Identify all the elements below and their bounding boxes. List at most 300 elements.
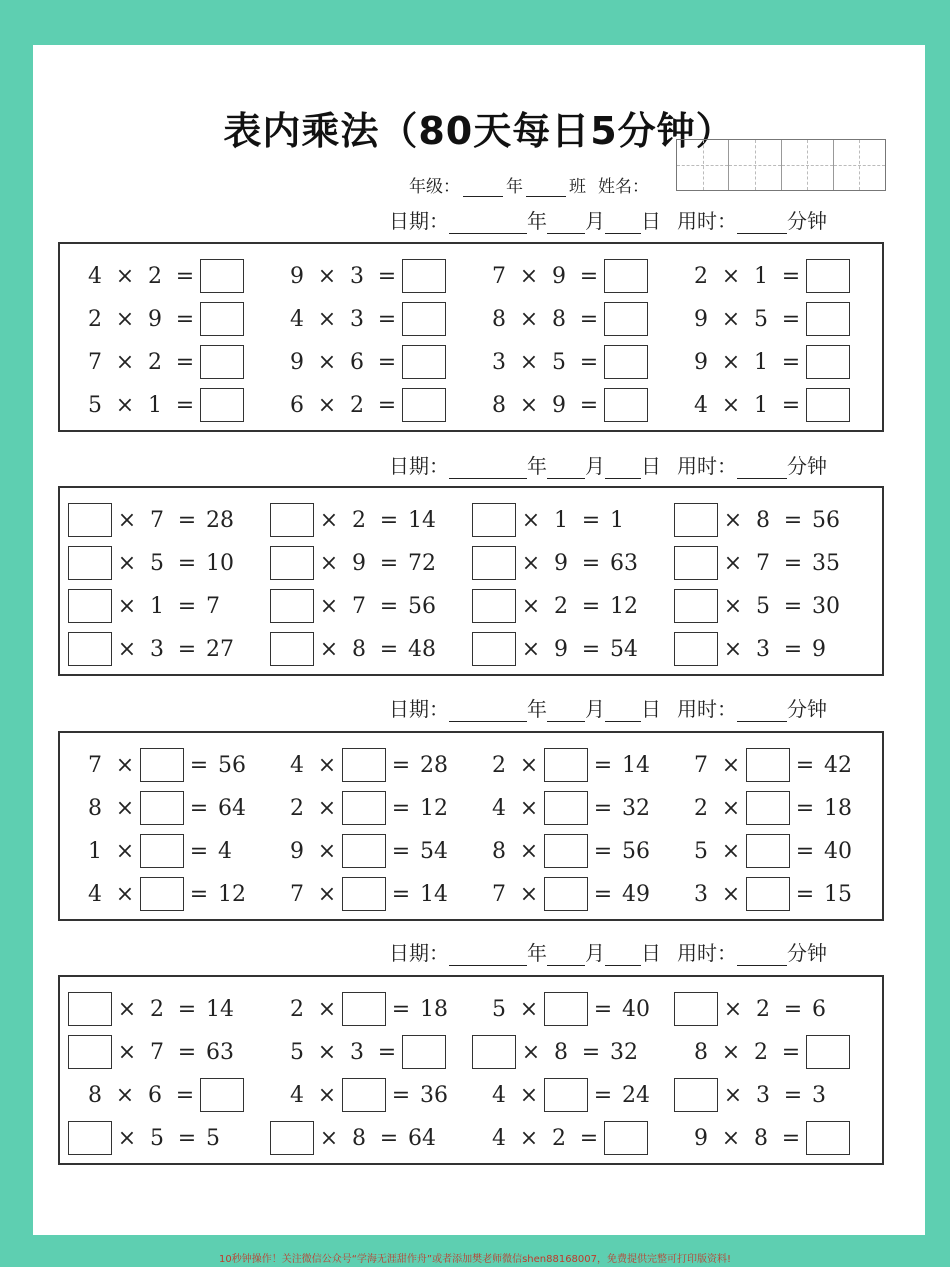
product: 15 <box>824 881 852 907</box>
factor: 8 <box>492 306 506 332</box>
answer-box[interactable] <box>342 992 386 1026</box>
product: 18 <box>420 996 448 1022</box>
name-writing-grid[interactable] <box>676 139 886 191</box>
product: 7 <box>206 593 220 619</box>
answer-box[interactable] <box>402 388 446 422</box>
product: 14 <box>622 752 650 778</box>
factor: 8 <box>554 1039 568 1065</box>
answer-box[interactable] <box>200 345 244 379</box>
factor: 7 <box>88 349 102 375</box>
day-blank[interactable] <box>605 701 641 722</box>
equals-sign: = <box>175 1082 195 1108</box>
times-sign: × <box>723 593 743 619</box>
product: 54 <box>420 838 448 864</box>
product: 24 <box>622 1082 650 1108</box>
equals-sign: = <box>175 349 195 375</box>
product: 14 <box>408 507 436 533</box>
multiplication-problem <box>68 631 234 667</box>
equals-sign: = <box>781 1039 801 1065</box>
times-sign: × <box>115 752 135 778</box>
answer-box[interactable] <box>270 1121 314 1155</box>
product: 36 <box>420 1082 448 1108</box>
multiplication-problem <box>472 1034 638 1070</box>
answer-box[interactable] <box>674 992 718 1026</box>
answer-box[interactable] <box>270 503 314 537</box>
factor: 9 <box>148 306 162 332</box>
multiplication-problem <box>80 790 246 826</box>
factor: 8 <box>88 1082 102 1108</box>
multiplication-problem <box>484 1077 650 1113</box>
answer-box[interactable] <box>68 632 112 666</box>
answer-box[interactable] <box>270 632 314 666</box>
multiplication-problem <box>282 344 446 380</box>
answer-box[interactable] <box>140 791 184 825</box>
times-sign: × <box>721 838 741 864</box>
multiplication-problem <box>686 301 850 337</box>
answer-box[interactable] <box>68 546 112 580</box>
factor: 9 <box>694 349 708 375</box>
time-blank[interactable] <box>737 213 787 234</box>
equals-sign: = <box>579 263 599 289</box>
times-sign: × <box>115 881 135 907</box>
class-blank[interactable] <box>526 178 566 197</box>
answer-box[interactable] <box>200 302 244 336</box>
times-sign: × <box>115 392 135 418</box>
answer-box[interactable] <box>342 748 386 782</box>
multiplication-problem <box>674 588 840 624</box>
factor: 4 <box>88 881 102 907</box>
equals-sign: = <box>781 349 801 375</box>
factor: 6 <box>290 392 304 418</box>
multiplication-problem <box>80 258 244 294</box>
multiplication-problem <box>270 1120 436 1156</box>
multiplication-problem <box>686 790 852 826</box>
times-sign: × <box>319 507 339 533</box>
product: 14 <box>206 996 234 1022</box>
factor: 7 <box>290 881 304 907</box>
equals-sign: = <box>189 752 209 778</box>
day-unit: 日 <box>641 941 661 965</box>
answer-box[interactable] <box>604 388 648 422</box>
equals-sign: = <box>781 392 801 418</box>
day-blank[interactable] <box>605 945 641 966</box>
equals-sign: = <box>391 838 411 864</box>
date-row <box>389 932 889 966</box>
product: 4 <box>218 838 232 864</box>
problem-block <box>58 242 884 432</box>
answer-box[interactable] <box>68 1035 112 1069</box>
factor: 5 <box>754 306 768 332</box>
month-blank[interactable] <box>547 458 585 479</box>
times-sign: × <box>721 306 741 332</box>
product: 54 <box>610 636 638 662</box>
month-blank[interactable] <box>547 701 585 722</box>
factor: 4 <box>290 306 304 332</box>
factor: 8 <box>694 1039 708 1065</box>
multiplication-problem <box>80 833 232 869</box>
times-sign: × <box>519 263 539 289</box>
answer-box[interactable] <box>402 302 446 336</box>
answer-box[interactable] <box>806 1035 850 1069</box>
multiplication-problem <box>68 545 234 581</box>
answer-box[interactable] <box>270 546 314 580</box>
answer-box[interactable] <box>746 791 790 825</box>
times-sign: × <box>723 636 743 662</box>
product: 6 <box>812 996 826 1022</box>
times-sign: × <box>721 392 741 418</box>
equals-sign: = <box>177 1039 197 1065</box>
answer-box[interactable] <box>342 834 386 868</box>
minute-unit: 分钟 <box>787 941 827 965</box>
equals-sign: = <box>175 306 195 332</box>
times-sign: × <box>723 1082 743 1108</box>
time-blank[interactable] <box>737 945 787 966</box>
equals-sign: = <box>391 1082 411 1108</box>
answer-box[interactable] <box>604 345 648 379</box>
answer-box[interactable] <box>604 259 648 293</box>
times-sign: × <box>317 838 337 864</box>
answer-box[interactable] <box>674 546 718 580</box>
times-sign: × <box>317 881 337 907</box>
multiplication-problem <box>686 258 850 294</box>
factor: 7 <box>694 752 708 778</box>
answer-box[interactable] <box>140 748 184 782</box>
answer-box[interactable] <box>200 259 244 293</box>
times-sign: × <box>721 263 741 289</box>
answer-box[interactable] <box>472 589 516 623</box>
month-unit: 月 <box>585 941 605 965</box>
equals-sign: = <box>593 795 613 821</box>
times-sign: × <box>519 838 539 864</box>
factor: 1 <box>148 392 162 418</box>
product: 5 <box>206 1125 220 1151</box>
factor: 2 <box>148 263 162 289</box>
multiplication-problem <box>282 258 446 294</box>
equals-sign: = <box>795 838 815 864</box>
year-blank[interactable] <box>449 213 527 234</box>
multiplication-problem <box>282 387 446 423</box>
multiplication-problem <box>472 502 624 538</box>
multiplication-problem <box>484 991 650 1027</box>
factor: 7 <box>492 881 506 907</box>
answer-box[interactable] <box>68 992 112 1026</box>
equals-sign: = <box>177 636 197 662</box>
factor: 8 <box>552 306 566 332</box>
date-row <box>389 445 889 479</box>
multiplication-problem <box>68 1120 220 1156</box>
date-label: 日期： <box>389 209 449 233</box>
answer-box[interactable] <box>68 503 112 537</box>
problem-block <box>58 486 884 676</box>
times-sign: × <box>115 838 135 864</box>
times-sign: × <box>521 507 541 533</box>
year-blank[interactable] <box>449 701 527 722</box>
equals-sign: = <box>783 996 803 1022</box>
grade-blank[interactable] <box>463 178 503 197</box>
answer-box[interactable] <box>140 834 184 868</box>
factor: 5 <box>88 392 102 418</box>
answer-box[interactable] <box>746 834 790 868</box>
factor: 9 <box>552 263 566 289</box>
equals-sign: = <box>579 349 599 375</box>
multiplication-problem <box>674 1077 826 1113</box>
factor: 2 <box>754 1039 768 1065</box>
product: 63 <box>206 1039 234 1065</box>
times-sign: × <box>519 881 539 907</box>
times-sign: × <box>319 593 339 619</box>
times-sign: × <box>521 593 541 619</box>
factor: 4 <box>694 392 708 418</box>
equals-sign: = <box>581 593 601 619</box>
factor: 2 <box>148 349 162 375</box>
equals-sign: = <box>795 752 815 778</box>
factor: 7 <box>756 550 770 576</box>
worksheet <box>33 45 925 1235</box>
factor: 2 <box>694 795 708 821</box>
answer-box[interactable] <box>746 748 790 782</box>
answer-box[interactable] <box>544 877 588 911</box>
class-unit: 班 <box>569 177 586 197</box>
factor: 3 <box>694 881 708 907</box>
times-sign: × <box>115 795 135 821</box>
product: 10 <box>206 550 234 576</box>
answer-box[interactable] <box>604 302 648 336</box>
factor: 2 <box>492 752 506 778</box>
factor: 1 <box>150 593 164 619</box>
times-sign: × <box>723 550 743 576</box>
multiplication-problem <box>282 991 448 1027</box>
year-blank[interactable] <box>449 945 527 966</box>
minute-unit: 分钟 <box>787 454 827 478</box>
times-sign: × <box>115 1082 135 1108</box>
product: 56 <box>622 838 650 864</box>
answer-box[interactable] <box>806 259 850 293</box>
product: 32 <box>622 795 650 821</box>
product: 9 <box>812 636 826 662</box>
factor: 1 <box>754 263 768 289</box>
equals-sign: = <box>581 636 601 662</box>
multiplication-problem <box>484 833 650 869</box>
factor: 2 <box>694 263 708 289</box>
equals-sign: = <box>379 550 399 576</box>
day-blank[interactable] <box>605 213 641 234</box>
multiplication-problem <box>674 502 840 538</box>
time-blank[interactable] <box>737 458 787 479</box>
factor: 8 <box>492 838 506 864</box>
answer-box[interactable] <box>140 877 184 911</box>
multiplication-problem <box>686 1034 850 1070</box>
factor: 3 <box>350 263 364 289</box>
answer-box[interactable] <box>200 388 244 422</box>
answer-box[interactable] <box>674 503 718 537</box>
answer-box[interactable] <box>402 1035 446 1069</box>
multiplication-problem <box>472 631 638 667</box>
answer-box[interactable] <box>200 1078 244 1112</box>
answer-box[interactable] <box>806 1121 850 1155</box>
factor: 2 <box>352 507 366 533</box>
answer-box[interactable] <box>402 259 446 293</box>
factor: 8 <box>754 1125 768 1151</box>
multiplication-problem <box>282 1034 446 1070</box>
multiplication-problem <box>270 545 436 581</box>
equals-sign: = <box>781 1125 801 1151</box>
product: 28 <box>420 752 448 778</box>
times-sign: × <box>117 507 137 533</box>
multiplication-problem <box>282 790 448 826</box>
answer-box[interactable] <box>544 992 588 1026</box>
product: 49 <box>622 881 650 907</box>
time-label: 用时： <box>677 209 737 233</box>
multiplication-problem <box>270 502 436 538</box>
factor: 8 <box>352 1125 366 1151</box>
equals-sign: = <box>581 507 601 533</box>
date-label: 日期： <box>389 697 449 721</box>
times-sign: × <box>117 550 137 576</box>
answer-box[interactable] <box>342 877 386 911</box>
answer-box[interactable] <box>806 388 850 422</box>
product: 64 <box>408 1125 436 1151</box>
factor: 9 <box>554 636 568 662</box>
factor: 4 <box>290 1082 304 1108</box>
year-unit: 年 <box>527 454 547 478</box>
product: 56 <box>408 593 436 619</box>
factor: 7 <box>150 1039 164 1065</box>
answer-box[interactable] <box>472 632 516 666</box>
answer-box[interactable] <box>674 632 718 666</box>
factor: 9 <box>694 1125 708 1151</box>
day-blank[interactable] <box>605 458 641 479</box>
multiplication-problem <box>686 1120 850 1156</box>
times-sign: × <box>723 507 743 533</box>
times-sign: × <box>317 263 337 289</box>
answer-box[interactable] <box>342 791 386 825</box>
factor: 2 <box>350 392 364 418</box>
answer-box[interactable] <box>472 503 516 537</box>
answer-box[interactable] <box>544 748 588 782</box>
factor: 9 <box>290 349 304 375</box>
equals-sign: = <box>593 996 613 1022</box>
factor: 3 <box>350 306 364 332</box>
times-sign: × <box>317 752 337 778</box>
month-unit: 月 <box>585 697 605 721</box>
year-blank[interactable] <box>449 458 527 479</box>
product: 56 <box>812 507 840 533</box>
times-sign: × <box>521 636 541 662</box>
answer-box[interactable] <box>674 1078 718 1112</box>
answer-box[interactable] <box>806 345 850 379</box>
answer-box[interactable] <box>68 589 112 623</box>
factor: 5 <box>290 1039 304 1065</box>
date-label: 日期： <box>389 454 449 478</box>
multiplication-problem <box>674 991 826 1027</box>
times-sign: × <box>519 306 539 332</box>
equals-sign: = <box>391 996 411 1022</box>
factor: 2 <box>290 795 304 821</box>
year-unit: 年 <box>527 209 547 233</box>
answer-box[interactable] <box>472 1035 516 1069</box>
answer-box[interactable] <box>544 834 588 868</box>
equals-sign: = <box>795 795 815 821</box>
factor: 7 <box>88 752 102 778</box>
times-sign: × <box>115 306 135 332</box>
month-blank[interactable] <box>547 945 585 966</box>
date-row <box>389 200 889 234</box>
time-label: 用时： <box>677 454 737 478</box>
factor: 2 <box>88 306 102 332</box>
equals-sign: = <box>377 392 397 418</box>
factor: 3 <box>756 636 770 662</box>
answer-box[interactable] <box>806 302 850 336</box>
times-sign: × <box>317 392 337 418</box>
times-sign: × <box>521 550 541 576</box>
factor: 2 <box>150 996 164 1022</box>
answer-box[interactable] <box>544 1078 588 1112</box>
times-sign: × <box>721 752 741 778</box>
multiplication-problem <box>484 301 648 337</box>
equals-sign: = <box>593 752 613 778</box>
multiplication-problem <box>68 588 220 624</box>
answer-box[interactable] <box>342 1078 386 1112</box>
equals-sign: = <box>189 795 209 821</box>
equals-sign: = <box>391 752 411 778</box>
equals-sign: = <box>379 636 399 662</box>
equals-sign: = <box>175 392 195 418</box>
answer-box[interactable] <box>746 877 790 911</box>
times-sign: × <box>317 996 337 1022</box>
product: 63 <box>610 550 638 576</box>
month-blank[interactable] <box>547 213 585 234</box>
factor: 7 <box>352 593 366 619</box>
answer-box[interactable] <box>544 791 588 825</box>
answer-box[interactable] <box>68 1121 112 1155</box>
factor: 9 <box>290 838 304 864</box>
multiplication-problem <box>282 747 448 783</box>
equals-sign: = <box>189 881 209 907</box>
times-sign: × <box>317 1039 337 1065</box>
name-label: 姓名： <box>598 177 649 197</box>
time-blank[interactable] <box>737 701 787 722</box>
product: 48 <box>408 636 436 662</box>
multiplication-problem <box>80 387 244 423</box>
factor: 5 <box>756 593 770 619</box>
multiplication-problem <box>68 502 234 538</box>
equals-sign: = <box>377 263 397 289</box>
multiplication-problem <box>484 1120 648 1156</box>
times-sign: × <box>723 996 743 1022</box>
equals-sign: = <box>783 1082 803 1108</box>
answer-box[interactable] <box>674 589 718 623</box>
times-sign: × <box>519 996 539 1022</box>
answer-box[interactable] <box>472 546 516 580</box>
factor: 9 <box>694 306 708 332</box>
answer-box[interactable] <box>402 345 446 379</box>
times-sign: × <box>519 1125 539 1151</box>
product: 56 <box>218 752 246 778</box>
day-unit: 日 <box>641 209 661 233</box>
times-sign: × <box>721 1125 741 1151</box>
factor: 4 <box>492 795 506 821</box>
worksheet-title: 表内乘法（80天每日5分钟） <box>223 109 735 153</box>
product: 35 <box>812 550 840 576</box>
problem-block <box>58 731 884 921</box>
answer-box[interactable] <box>270 589 314 623</box>
times-sign: × <box>319 636 339 662</box>
answer-box[interactable] <box>604 1121 648 1155</box>
multiplication-problem <box>484 747 650 783</box>
equals-sign: = <box>175 263 195 289</box>
equals-sign: = <box>177 507 197 533</box>
factor: 8 <box>352 636 366 662</box>
